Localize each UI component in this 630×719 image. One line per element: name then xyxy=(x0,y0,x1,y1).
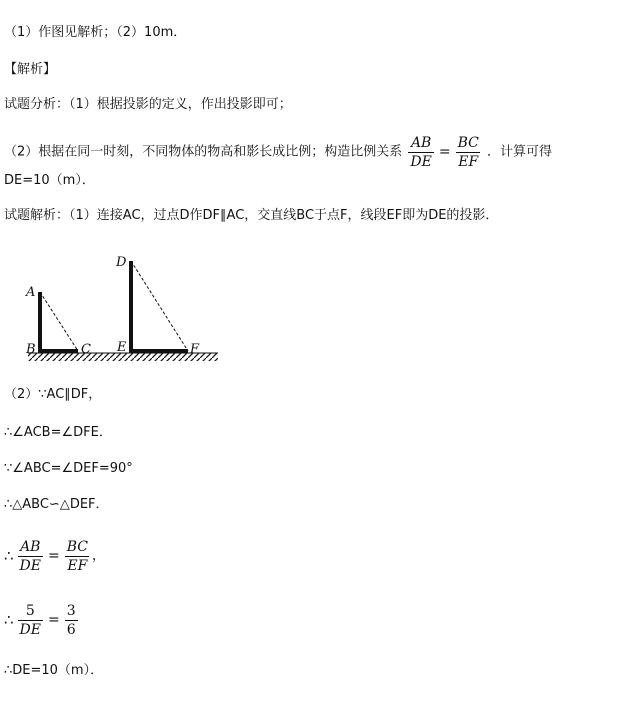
projection-figure-svg xyxy=(20,250,230,370)
answer-line: （1）作图见解析；（2）10m． xyxy=(4,25,187,40)
proof-ratio1 xyxy=(4,536,105,577)
analysis-step1-text: （1）根据投影的定义，作出投影即可； xyxy=(69,97,292,112)
proof-line1: （2）∵AC∥DF， xyxy=(4,387,102,402)
solution-label: 试题解析： xyxy=(4,208,70,223)
fraction-numerator: AB xyxy=(410,134,432,151)
equals-sign: = xyxy=(438,144,451,160)
segment-df-dashed xyxy=(131,261,188,351)
segment-ac-dashed xyxy=(40,292,78,351)
label-f: F xyxy=(190,342,200,357)
fraction-numerator: 3 xyxy=(66,602,76,619)
label-e: E xyxy=(117,340,127,355)
fraction-denominator: EF xyxy=(458,153,479,170)
fraction-numerator: 5 xyxy=(25,602,35,619)
proof-ratio2 xyxy=(4,600,80,641)
solution-step1 xyxy=(4,207,498,225)
therefore-symbol: ∴ xyxy=(4,547,14,565)
therefore-symbol: ∴ xyxy=(4,611,14,629)
analysis-step2-result: DE=10（m）． xyxy=(4,173,95,188)
proof-ratio2-right xyxy=(65,603,78,638)
analysis-step2 xyxy=(4,132,552,173)
fraction-numerator: BC xyxy=(457,134,479,151)
analysis-step2-prefix: （2）根据在同一时刻，不同物体的物高和影长成比例；构造比例关系 xyxy=(4,144,403,160)
proof-ratio1-right xyxy=(65,539,90,574)
equals-sign: = xyxy=(48,612,60,628)
fraction-numerator: BC xyxy=(66,538,88,555)
fraction-denominator: DE xyxy=(19,621,41,638)
label-d: D xyxy=(116,255,127,270)
fraction-denominator: 6 xyxy=(66,621,76,638)
proof-final: ∴DE=10（m）． xyxy=(4,663,104,678)
solution-step1-text: （1）连接AC，过点D作DF∥AC，交直线BC于点F，线段EF即为DE的投影． xyxy=(69,208,499,223)
analysis-step1 xyxy=(4,96,292,114)
proof-line3: ∵∠ABC=∠DEF=90° xyxy=(4,461,133,476)
section-heading: 【解析】 xyxy=(4,62,57,77)
fraction-denominator: EF xyxy=(67,557,88,574)
proof-ratio2-left xyxy=(18,603,43,638)
ratio-fraction-left xyxy=(408,135,433,170)
label-a: A xyxy=(26,285,36,300)
proof-ratio1-tail: ， xyxy=(92,548,106,564)
ratio-fraction-right xyxy=(456,135,481,170)
proof-line2: ∴∠ACB=∠DFE． xyxy=(4,425,112,440)
label-b: B xyxy=(26,342,36,357)
proof-line4: ∴△ABC∽△DEF． xyxy=(4,497,109,512)
projection-figure xyxy=(20,250,230,370)
equals-sign: = xyxy=(48,548,60,564)
analysis-step2-suffix: ．计算可得 xyxy=(487,144,553,160)
fraction-denominator: DE xyxy=(19,557,41,574)
fraction-denominator: DE xyxy=(410,153,432,170)
proof-ratio1-left xyxy=(18,539,43,574)
label-c: C xyxy=(81,342,91,357)
analysis-label: 试题分析： xyxy=(4,97,70,112)
fraction-numerator: AB xyxy=(20,538,41,555)
